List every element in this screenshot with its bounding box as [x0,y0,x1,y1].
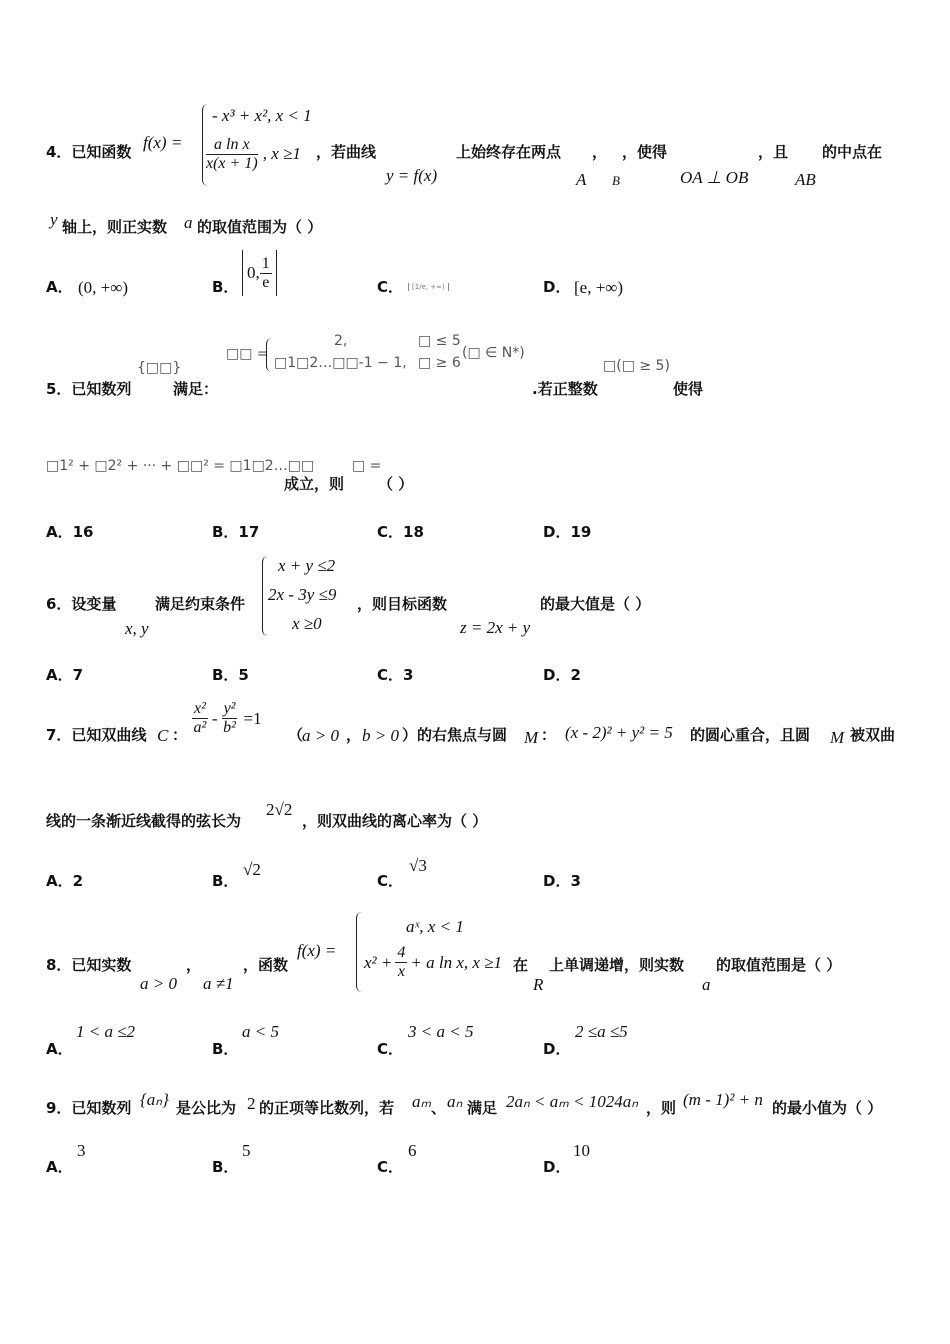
q5-domain: (□ ∈ N*) [462,345,525,361]
q8-option-d: 2 ≤a ≤5 [575,1022,628,1041]
q7-b2: b² [223,719,236,736]
q8-stem-e: 的取值范围是（ ） [716,956,842,974]
q6-option-d: D．2 [543,666,581,684]
q9-stem-e: ，则 [646,1099,677,1117]
q8-cond-2: a ≠1 [203,974,234,993]
q4-option-c: [1/e, +∞) [408,283,449,291]
q6-constraint-2: 2x - 3y ≤9 [268,585,337,604]
q6-stem-d: 的最大值是（ ） [540,595,651,613]
q7-option-a: A．2 [46,872,84,890]
q9-expression: (m - 1)² + n [683,1090,763,1109]
q4-option-b-label: B． [212,278,239,296]
q8-stem-a: 8．已知实数 [46,956,132,974]
q7-hyperbola-equation [192,700,262,737]
q7-option-c: √3 [409,856,427,875]
q5-option-a: A．16 [46,523,94,541]
q4-stem-g: 的取值范围为（ ） [197,218,323,236]
q4-option-d-label: D． [543,278,571,296]
q7-y2: y² [223,700,236,717]
q7-cond-a: a > 0 [302,726,339,745]
q6-vars: x, y [125,619,149,638]
q8-option-d-label: D． [543,1040,571,1058]
q5-sequence: {□□} [137,360,182,376]
q7-curve-name: C [157,726,169,745]
q7-option-b-label: B． [212,872,239,890]
q5-option-b: B．17 [212,523,260,541]
q9-option-a-label: A． [46,1158,73,1176]
q5-ask: □ = [352,458,382,474]
q4-function-lhs: f(x) = [143,133,183,152]
q4-option-b [242,250,277,296]
q7-stem-f: ，则双曲线的离心率为（ ） [302,812,488,830]
q4-stem-a: 4．已知函数 [46,143,132,161]
q4-comma-1: ， [592,143,608,161]
q7-cond-b: b > 0 [362,726,399,745]
q4-stem-e: 的中点在 [822,143,883,161]
q6-stem-b: 满足约束条件 [155,595,246,613]
q8-case-2 [364,944,502,981]
q8-option-a: 1 < a ≤2 [76,1022,136,1041]
q4-stem-f: 轴上，则正实数 [62,218,168,236]
q9-stem-a: 9．已知数列 [46,1099,132,1117]
q4-option-c-label: C． [377,278,404,296]
q6-objective: z = 2x + y [460,618,531,637]
q5-piecewise-brace [266,338,273,372]
q8-real-set: R [533,975,544,994]
q4-case-2 [206,136,301,173]
q6-stem-a: 6．设变量 [46,595,117,613]
q8-option-b-label: B． [212,1040,239,1058]
q4-curve: y = f(x) [386,166,438,185]
q7-circle-equation: (x - 2)² + y² = 5 [565,723,673,742]
q8-a-var: a [702,975,711,994]
q9-option-b-label: B． [212,1158,239,1176]
q8-stem-d: 上单调递增，则实数 [549,956,685,974]
q5-case-1: 2, [334,333,348,349]
q9-a-n: aₙ [447,1092,463,1111]
q9-separator: 、 [431,1099,447,1117]
q7-stem-c: 的圆心重合，且圆 [690,726,811,744]
q8-case-2-den: x [397,963,405,980]
q7-circle-2: M [830,728,845,747]
q7-stem-d: 被双曲 [850,726,896,744]
q5-stem-d: 使得 [673,380,704,398]
q9-ratio: 2 [247,1094,256,1113]
q4-segment-ab: AB [795,170,816,189]
q4-case-1: - x³ + x², x < 1 [212,106,312,125]
q9-option-c: 6 [408,1141,417,1160]
q7-colon: ： [172,726,188,744]
q8-case-2-post: + a ln x, x ≥1 [410,952,502,972]
q4-point-a: A [576,170,587,189]
q8-case-2-num: 4 [397,944,406,961]
q9-stem-c: 的正项等比数列，若 [259,1099,395,1117]
q7-x2: x² [194,700,206,717]
q7-stem-a: 7．已知双曲线 [46,726,147,744]
q7-cond-sep: ， [346,726,362,744]
q9-stem-d: 满足 [467,1099,498,1117]
q4-option-a: (0, +∞) [78,278,129,297]
q9-option-c-label: C． [377,1158,404,1176]
q8-piecewise-brace [356,912,363,992]
q9-stem-b: 是公比为 [176,1099,237,1117]
q7-option-d: D．3 [543,872,581,890]
q4-stem-d: ，且 [758,143,789,161]
q9-a-m: aₘ [412,1092,432,1111]
q9-option-d: 10 [573,1141,590,1160]
q9-option-a: 3 [77,1141,86,1160]
q5-stem-b: 满足： [173,380,219,398]
q4-option-b-den: e [262,273,270,291]
q8-case-2-pre: x² + [364,952,393,972]
q8-case-1: aˣ, x < 1 [406,917,464,936]
q6-stem-c: ，则目标函数 [357,595,448,613]
q5-equation: □1² + □2² + ··· + □□² = □1□2…□□ [46,458,315,474]
q7-option-b: √2 [243,860,261,879]
q5-condition: □(□ ≥ 5) [603,358,670,374]
q5-stem-c: .若正整数 [532,380,598,398]
q8-option-c: 3 < a < 5 [408,1022,474,1041]
q4-option-a-label: A． [46,278,73,296]
q5-definition-lhs: □□ = [226,346,269,362]
q9-option-d-label: D． [543,1158,571,1176]
q4-option-d: [e, +∞) [574,278,624,297]
q4-case-2-cond: , x ≥1 [262,144,301,163]
q4-point-b: B [612,173,620,188]
q7-colon-2: ： [541,726,557,744]
q5-stem-a: 5．已知数列 [46,380,132,398]
q5-stem-f: （ ） [378,475,414,493]
q9-sequence: {aₙ} [140,1090,169,1109]
q4-perpendicular: OA ⊥ OB [680,168,749,187]
q4-case-2-num: a ln x [206,136,258,155]
q7-chord-length: 2√2 [266,800,293,819]
q7-a2: a² [193,719,207,736]
q7-option-c-label: C． [377,872,404,890]
q6-option-a: A．7 [46,666,84,684]
q7-stem-b: ）的右焦点与圆 [402,726,508,744]
q4-stem-c: 上始终存在两点 [456,143,562,161]
q5-case-2-cond: □ ≥ 6 [418,355,461,371]
q9-option-b: 5 [242,1141,251,1160]
q8-option-b: a < 5 [242,1022,279,1041]
q6-option-b: B．5 [212,666,249,684]
q4-comma-2: ，使得 [622,143,668,161]
q5-case-2: □1□2…□□-1 − 1, [274,355,407,371]
q7-circle: M [524,728,539,747]
q9-inequality: 2aₙ < aₘ < 1024aₙ [506,1092,639,1111]
q4-a-var: a [184,213,193,232]
q8-function-lhs: f(x) = [297,941,337,960]
q4-option-b-num: 1 [261,254,270,272]
q7-stem-e: 线的一条渐近线截得的弦长为 [46,812,242,830]
q6-option-c: C．3 [377,666,414,684]
q7-eq1: =1 [243,708,262,728]
q8-option-a-label: A． [46,1040,73,1058]
q8-stem-c: 在 [513,956,529,974]
q4-stem-b: ，若曲线 [316,143,377,161]
q4-case-2-den: x(x + 1) [206,155,258,172]
q7-cond-open: （ [288,726,304,744]
q7-minus: - [211,708,218,728]
q6-constraint-1: x + y ≤2 [278,556,336,575]
q5-case-1-cond: □ ≤ 5 [418,333,461,349]
q8-cond-1: a > 0 [140,974,177,993]
q8-stem-b: ，函数 [243,956,289,974]
q8-option-c-label: C． [377,1040,404,1058]
q8-comma: ， [186,956,202,974]
q5-option-d: D．19 [543,523,592,541]
q6-constraint-3: x ≥0 [292,614,322,633]
q9-stem-f: 的最小值为（ ） [772,1099,883,1117]
q4-y-var: y [50,210,58,229]
q5-stem-e: 成立，则 [284,475,345,493]
q4-option-b-pre: 0, [247,263,260,282]
q5-option-c: C．18 [377,523,424,541]
